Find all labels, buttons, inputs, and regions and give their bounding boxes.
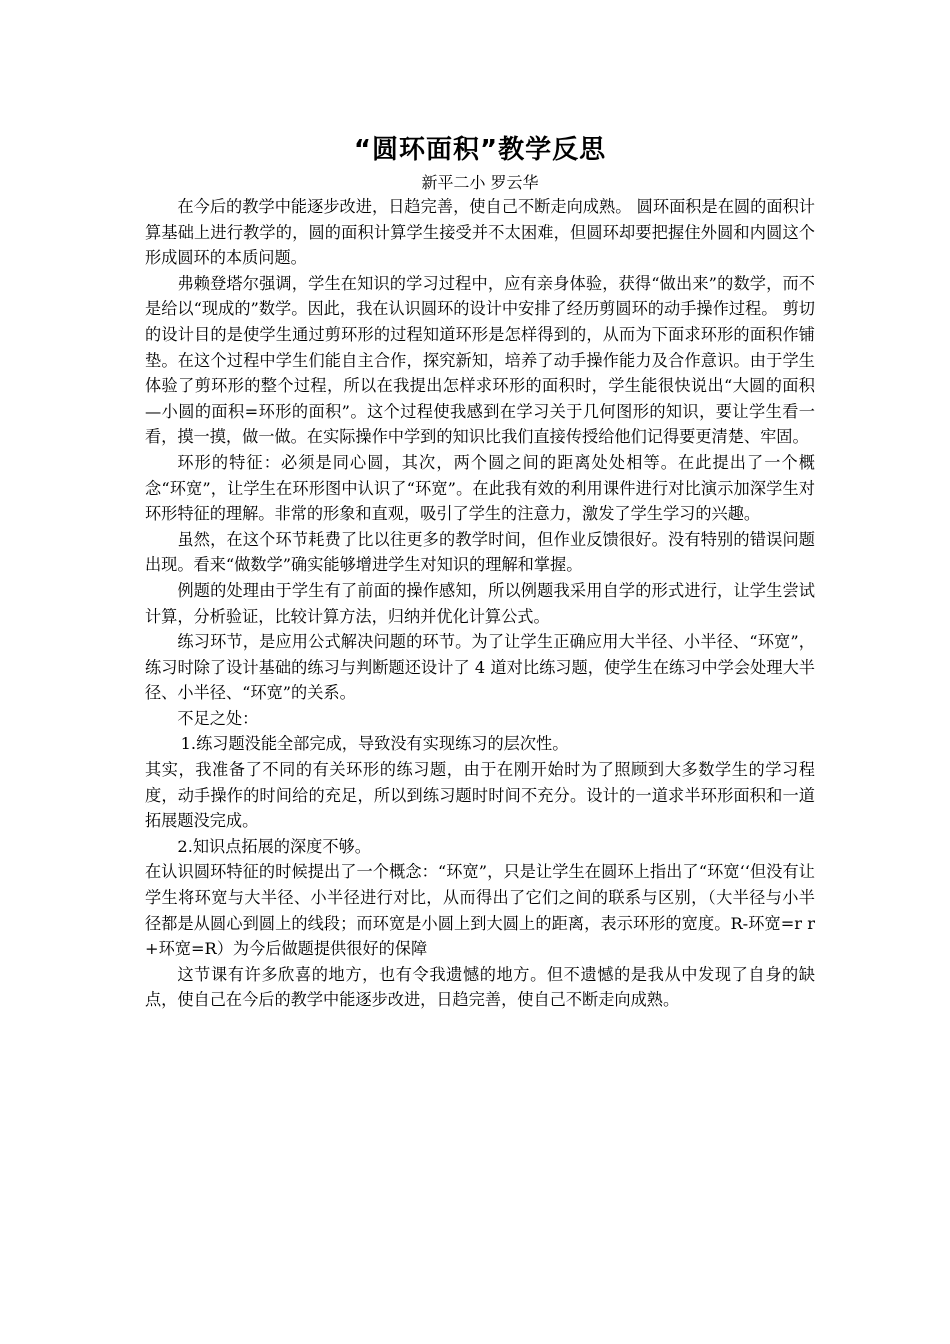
paragraph-shortcoming-2: 2.知识点拓展的深度不够。 <box>177 836 371 856</box>
document-author: 新平二小 罗云华 <box>421 173 539 192</box>
paragraph-intro: 在今后的教学中能逐步改进，日趋完善，使自己不断走向成熟。 圆环面积是在圆的面积计算基础上进行教学的，圆的面积计算学生接受并不太困难，但圆环却要把握住外圆和内圆这个形成圆环的本质问题。 <box>145 197 815 268</box>
paragraph-shortcoming-2-detail: 在认识圆环特征的时候提出了一个概念：“环宽”，只是让学生在圆环上指出了“环宽‘‘但没有让学生将环宽与大半径、小半径进行对比，从而得出了它们之间的联系与区别，（大半径与小半径都是从圆心到圆上的线段；而环宽是小圆上到大圆上的距离，表示环形的宽度。R-环宽=r r+环宽=R）为今后做题提供很好的保障 <box>145 862 815 959</box>
paragraph-shortcoming-1: 1.练习题没能全部完成，导致没有实现练习的层次性。 <box>180 734 569 754</box>
paragraph-hands-on: 弗赖登塔尔强调，学生在知识的学习过程中，应有亲身体验，获得“做出来”的数学，而不是给以“现成的”数学。因此，我在认识圆环的设计中安排了经历剪圆环的动手操作过程。 剪切的设计目的是使学生通过剪环形的过程知道环形是怎样得到的，从而为下面求环形的面积作铺垫。在这个过程中学生们能自主合作，探究新知，培养了动手操作能力及合作意识。由于学生体验了剪环形的整个过程，所以在我提出怎样求环形的面积时，学生能很快说出“大圆的面积—小圆的面积=环形的面积”。这个过程使我感到在学习关于几何图形的知识，要让学生看一看，摸一摸，做一做。在实际操作中学到的知识比我们直接传授给他们记得要更清楚、牢固。 <box>145 273 815 447</box>
paragraph-feedback: 虽然，在这个环节耗费了比以往更多的教学时间，但作业反馈很好。没有特别的错误问题出现。看来“做数学”确实能够增进学生对知识的理解和掌握。 <box>145 529 815 575</box>
paragraph-practice: 练习环节，是应用公式解决问题的环节。为了让学生正确应用大半径、小半径、“环宽”，练习时除了设计基础的练习与判断题还设计了 4 道对比练习题，使学生在练习中学会处理大半径、小半径、“环宽”的关系。 <box>145 632 815 703</box>
paragraph-examples: 例题的处理由于学生有了前面的操作感知，所以例题我采用自学的形式进行，让学生尝试计算，分析验证，比较计算方法，归纳并优化计算公式。 <box>145 580 815 626</box>
paragraph-conclusion: 这节课有许多欣喜的地方，也有令我遗憾的地方。但不遗憾的是我从中发现了自身的缺点，使自己在今后的教学中能逐步改进，日趋完善，使自己不断走向成熟。 <box>145 964 815 1010</box>
document-title: “圆环面积”教学反思 <box>353 135 607 165</box>
paragraph-ring-features: 环形的特征：必须是同心圆，其次，两个圆之间的距离处处相等。在此提出了一个概念“环宽”，让学生在环形图中认识了“环宽”。在此我有效的利用课件进行对比演示加深学生对环形特征的理解。非常的形象和直观，吸引了学生的注意力，激发了学生学习的兴趣。 <box>145 452 815 524</box>
document-page <box>145 128 815 1013</box>
paragraph-shortcoming-1-detail: 其实，我准备了不同的有关环形的练习题，由于在刚开始时为了照顾到大多数学生的学习程度，动手操作的时间给的充足，所以到练习题时时间不充分。设计的一道求半环形面积和一道拓展题没完成。 <box>145 760 815 831</box>
paragraph-shortcomings-heading: 不足之处： <box>177 708 259 728</box>
